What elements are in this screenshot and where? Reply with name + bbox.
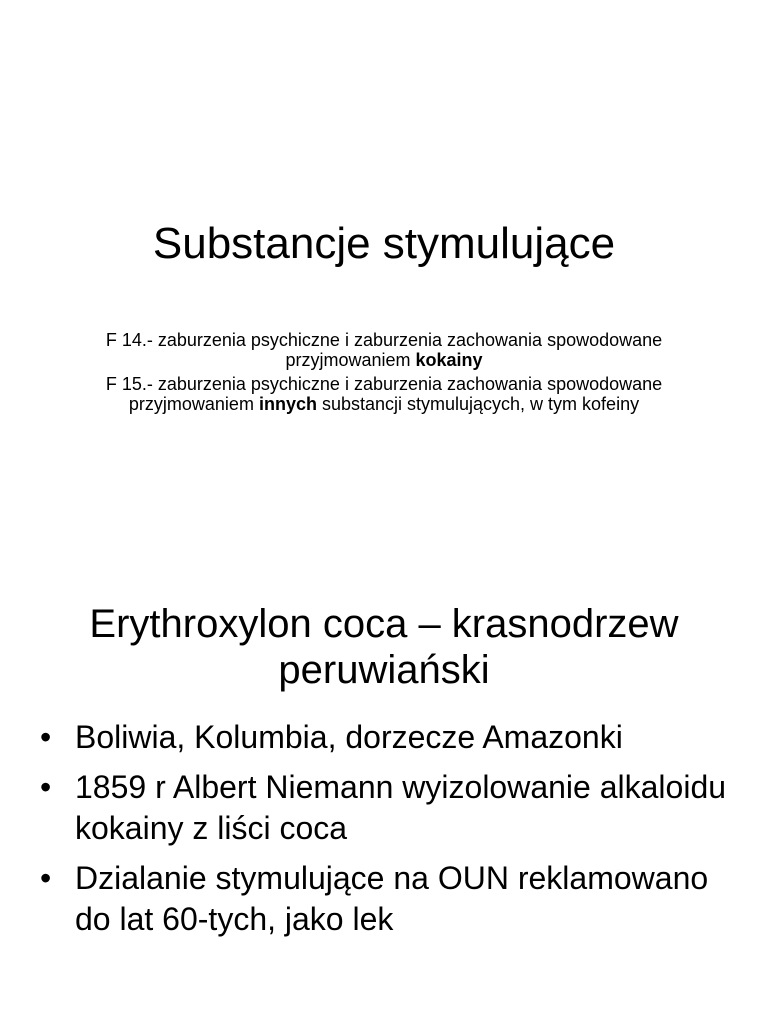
slide-1-body: [84, 330, 684, 418]
icd-item-emphasis: kokainy: [415, 350, 483, 370]
bullet-dot-icon: •: [40, 860, 52, 896]
bullet-text: Dzialanie stymulujące na OUN reklamowano do lat 60-tych, jako lek: [75, 860, 709, 937]
bullet-text: 1859 r Albert Niemann wyizolowanie alkaloidu kokainy z liści coca: [75, 769, 727, 846]
bullet-dot-icon: •: [40, 769, 52, 805]
slide-1-title: Substancje stymulujące: [152, 219, 616, 268]
bullet-list: [40, 717, 730, 949]
icd-item-f15: [84, 374, 684, 414]
icd-item-f14: [84, 330, 684, 370]
bullet-dot-icon: •: [40, 719, 52, 755]
bullet-text: Boliwia, Kolumbia, dorzecze Amazonki: [75, 719, 623, 755]
slide-2: [0, 512, 768, 1024]
icd-item-text-end: substancji stymulujących, w tym kofeiny: [316, 394, 640, 414]
icd-item-text: F 14.- zaburzenia psychiczne i zaburzenia zachowania spowodowane przyjmowaniem: [105, 330, 663, 370]
icd-item-emphasis: innych: [258, 394, 317, 414]
icd-item-text: F 15.- zaburzenia psychiczne i zaburzenia zachowania spowodowane przyjmowaniem: [105, 374, 663, 414]
bullet-item: [40, 858, 730, 940]
bullet-item: [40, 717, 730, 758]
bullet-item: [40, 767, 730, 849]
slide-2-title: Erythroxylon coca – krasnodrzew peruwiański: [89, 602, 679, 692]
